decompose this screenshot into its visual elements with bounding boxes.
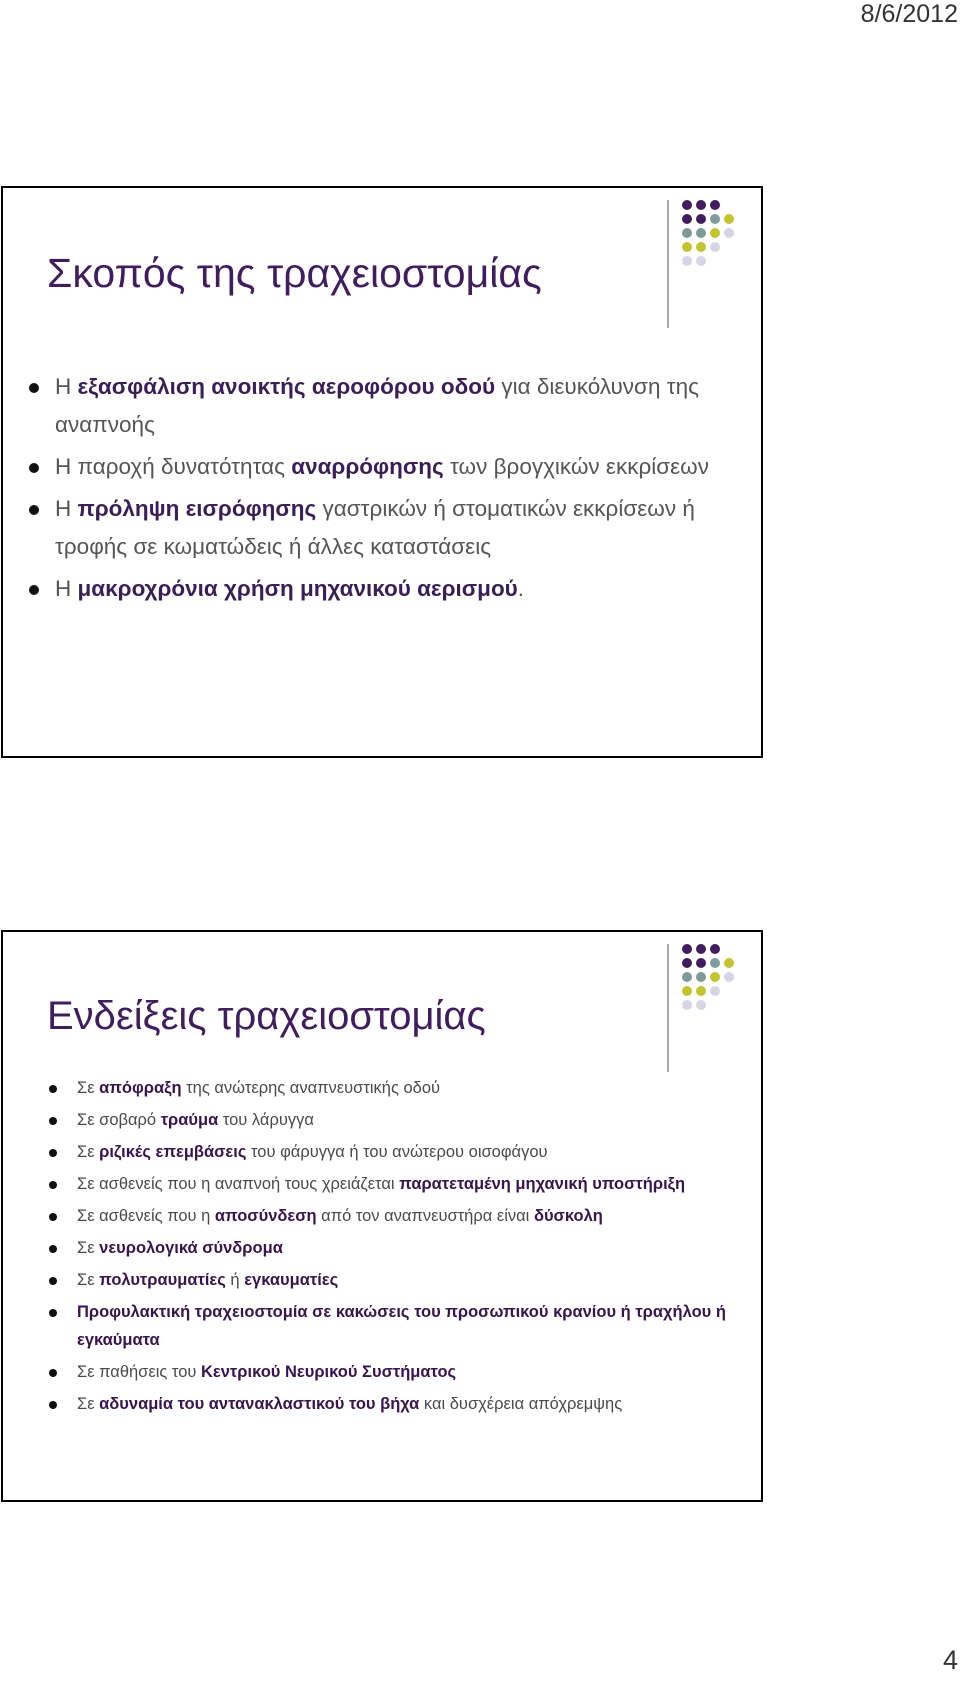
decorative-dot xyxy=(696,228,706,238)
bullet-emphasis: αναρρόφησης xyxy=(291,454,444,479)
bullet-dot-icon xyxy=(49,1149,57,1157)
bullet-dot-icon xyxy=(29,505,39,515)
decorative-dot xyxy=(696,972,706,982)
bullet-emphasis: εγκαυματίες xyxy=(244,1271,339,1289)
bullet-text: ή xyxy=(225,1271,245,1289)
decorative-dot xyxy=(682,972,692,982)
bullet-text: Σε xyxy=(77,1079,100,1097)
print-date: 8/6/2012 xyxy=(860,0,958,28)
bullet-item xyxy=(25,368,745,444)
slide-divider-line xyxy=(667,944,669,1072)
bullet-text: Η παροχή δυνατότητας xyxy=(55,454,292,479)
bullet-emphasis: τραύμα xyxy=(160,1111,219,1129)
bullet-item xyxy=(47,1234,747,1262)
bullet-dot-icon xyxy=(49,1369,57,1377)
bullet-item xyxy=(25,448,745,486)
decorative-dot xyxy=(682,242,692,252)
bullet-emphasis: εξασφάλιση ανοικτής αεροφόρου οδού xyxy=(77,374,496,399)
decorative-dot xyxy=(724,972,734,982)
slide-title: Ενδείξεις τραχειοστομίας xyxy=(47,994,486,1038)
page-number: 4 xyxy=(942,1645,958,1675)
bullet-emphasis: απόφραξη xyxy=(99,1079,182,1097)
bullet-emphasis: Προφυλακτική τραχειοστομία σε κακώσεις του προσωπικού κρανίου ή τραχήλου ή εγκαύματα xyxy=(77,1303,726,1349)
bullet-item xyxy=(47,1074,747,1102)
bullet-dot-icon xyxy=(49,1213,57,1221)
bullet-emphasis: αδυναμία του αντανακλαστικού του βήχα xyxy=(99,1395,420,1413)
decorative-dot xyxy=(710,986,720,996)
bullet-item xyxy=(25,490,745,566)
decorative-dot xyxy=(682,944,692,954)
decorative-dot xyxy=(710,200,720,210)
bullet-text: γαστρικών ή στοματικών εκκρίσεων ή τροφής σε κωματώδεις ή άλλες καταστάσεις xyxy=(55,496,695,559)
bullet-dot-icon xyxy=(49,1309,57,1317)
bullet-text: των βρογχικών εκκρίσεων xyxy=(443,454,709,479)
bullet-text: και δυσχέρεια απόχρεμψης xyxy=(419,1395,623,1413)
bullet-text: Σε σοβαρό xyxy=(77,1111,161,1129)
bullet-dot-icon xyxy=(29,383,39,393)
bullet-emphasis: μακροχρόνια χρήση μηχανικού αερισμού xyxy=(77,576,518,601)
bullet-item xyxy=(47,1170,747,1198)
decorative-dot xyxy=(682,986,692,996)
bullet-text: Σε xyxy=(77,1143,100,1161)
slide-indications xyxy=(1,930,763,1502)
bullet-text: του λάρυγγα xyxy=(218,1111,314,1129)
bullet-list xyxy=(47,1074,747,1422)
decorative-dot xyxy=(696,200,706,210)
slide-purpose xyxy=(1,186,763,758)
bullet-text: Η xyxy=(55,374,78,399)
bullet-text: Σε xyxy=(77,1239,100,1257)
bullet-emphasis: πρόληψη εισρόφησης xyxy=(77,496,317,521)
bullet-text: Σε xyxy=(77,1395,100,1413)
bullet-emphasis: αποσύνδεση xyxy=(214,1207,317,1225)
bullet-dot-icon xyxy=(29,585,39,595)
decorative-dot xyxy=(710,242,720,252)
bullet-emphasis: Κεντρικού Νευρικού Συστήματος xyxy=(201,1363,457,1381)
bullet-text: για διευκόλυνση της αναπνοής xyxy=(55,374,699,437)
decorative-dot xyxy=(710,972,720,982)
bullet-dot-icon xyxy=(49,1181,57,1189)
bullet-text: Η xyxy=(55,496,78,521)
slide-title: Σκοπός της τραχειοστομίας xyxy=(47,250,542,296)
decorative-dot xyxy=(710,958,720,968)
decorative-dot xyxy=(696,242,706,252)
decorative-dot xyxy=(724,214,734,224)
bullet-item xyxy=(47,1358,747,1386)
bullet-dot-icon xyxy=(49,1117,57,1125)
bullet-text: Σε ασθενείς που η αναπνοή τους χρειάζεται xyxy=(77,1175,400,1193)
decorative-dot xyxy=(696,944,706,954)
bullet-item xyxy=(47,1390,747,1418)
bullet-emphasis: πολυτραυματίες xyxy=(99,1271,226,1289)
bullet-item xyxy=(47,1298,747,1354)
decorative-dot xyxy=(696,1000,706,1010)
bullet-dot-icon xyxy=(49,1277,57,1285)
bullet-item xyxy=(47,1138,747,1166)
bullet-text: της ανώτερης αναπνευστικής οδού xyxy=(181,1079,441,1097)
decorative-dot xyxy=(682,256,692,266)
slide-divider-line xyxy=(667,200,669,328)
decorative-dot xyxy=(696,958,706,968)
bullet-text: Σε ασθενείς που η xyxy=(77,1207,215,1225)
bullet-text: Σε παθήσεις του xyxy=(77,1363,201,1381)
decorative-dot xyxy=(682,228,692,238)
bullet-text: Η xyxy=(55,576,78,601)
decorative-dot xyxy=(724,958,734,968)
decorative-dot xyxy=(696,256,706,266)
bullet-item xyxy=(47,1202,747,1230)
decorative-dot xyxy=(710,228,720,238)
decorative-dot xyxy=(682,200,692,210)
bullet-dot-icon xyxy=(49,1401,57,1409)
bullet-list xyxy=(25,368,745,612)
bullet-emphasis: νευρολογικά σύνδρομα xyxy=(99,1239,283,1257)
decorative-dot xyxy=(710,214,720,224)
decorative-dot xyxy=(724,228,734,238)
bullet-dot-icon xyxy=(49,1085,57,1093)
decorative-dot xyxy=(682,958,692,968)
decorative-dot xyxy=(710,944,720,954)
bullet-text: . xyxy=(517,576,525,601)
bullet-item xyxy=(25,570,745,608)
decorative-dot xyxy=(682,214,692,224)
bullet-item xyxy=(47,1266,747,1294)
decorative-dot xyxy=(696,214,706,224)
bullet-emphasis: παρατεταμένη μηχανική υποστήριξη xyxy=(399,1175,686,1193)
bullet-text: του φάρυγγα ή του ανώτερου οισοφάγου xyxy=(246,1143,548,1161)
bullet-emphasis: δύσκολη xyxy=(533,1207,603,1225)
decorative-dot xyxy=(682,1000,692,1010)
bullet-dot-icon xyxy=(29,463,39,473)
bullet-text: από τον αναπνευστήρα είναι xyxy=(316,1207,534,1225)
bullet-emphasis: ριζικές επεμβάσεις xyxy=(99,1143,247,1161)
bullet-item xyxy=(47,1106,747,1134)
bullet-dot-icon xyxy=(49,1245,57,1253)
decorative-dot xyxy=(696,986,706,996)
bullet-text: Σε xyxy=(77,1271,100,1289)
